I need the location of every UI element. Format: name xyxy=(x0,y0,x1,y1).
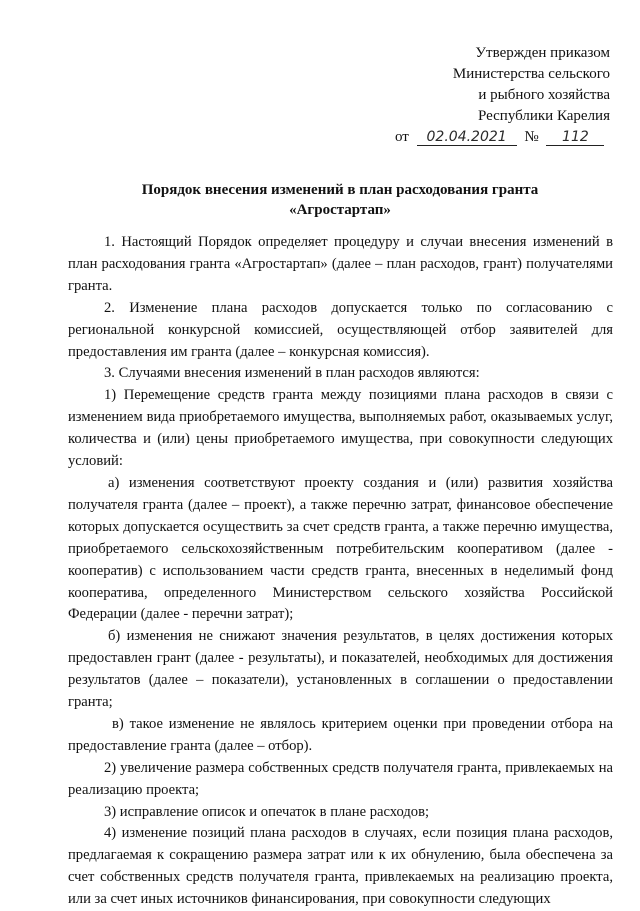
approval-stamp-block xyxy=(395,43,610,148)
approval-line: Министерства сельского xyxy=(452,66,610,82)
document-body xyxy=(68,232,613,911)
paragraph: а) изменения соответствуют проекту создания и (или) развития хозяйства получателя гранта (далее – проект), а также перечню затрат, финансовое обеспечение которых допускается осуществить за счет средств гранта, а также перечню имущества, приобретаемого сельскохозяйственным потребительским кооперативом (далее - кооператив) с использованием части средств гранта, внесенных в неделимый фонд кооператива, определенного Министерством сельского хозяйства Российской Федерации (далее - перечни затрат); xyxy=(68,474,613,623)
number-label: № xyxy=(524,129,539,145)
paragraph: 2. Изменение плана расходов допускается только по согласованию с региональной конкурсной комиссией, осуществляющей отбор заявителей для предоставления им гранта (далее – конкурсная комиссия). xyxy=(68,299,613,360)
paragraph: 2) увеличение размера собственных средств получателя гранта, привлекаемых на реализацию проекта; xyxy=(68,759,613,798)
approval-line: и рыбного хозяйства xyxy=(478,87,610,103)
approval-line: Утвержден приказом xyxy=(475,45,610,61)
paragraph: 4) изменение позиций плана расходов в случаях, если позиция плана расходов, предлагаемая к сокращению размера затрат или к их обнулению, была обеспечена за счет собственных средств получателя гранта, привлекаемых на реализацию проекта, или за счет иных источников финансирования, при совокупности следующих xyxy=(68,825,613,908)
from-label: от xyxy=(395,129,409,145)
title-line-1: Порядок внесения изменений в план расходования гранта xyxy=(141,182,539,198)
document-title xyxy=(60,180,620,220)
paragraph: 1) Перемещение средств гранта между позициями плана расходов в связи с изменением вида приобретаемого имущества, выполняемых работ, оказываемых услуг, количества и (или) цены приобретаемого имущества, при совокупности следующих условий: xyxy=(68,387,613,470)
title-line-2: «Агростартап» xyxy=(289,202,391,218)
paragraph: б) изменения не снижают значения результатов, в целях достижения которых предоставлен грант (далее - результаты), и показателей, необходимых для достижения результатов (далее – показатели), установленных в соглашении о предоставлении гранта; xyxy=(68,628,613,711)
paragraph: 3. Случаями внесения изменений в план расходов являются: xyxy=(104,365,480,382)
paragraph: 1. Настоящий Порядок определяет процедуру и случаи внесения изменений в план расходования гранта «Агростартап» (далее – план расходов, грант) получателями гранта. xyxy=(68,234,613,294)
paragraph: в) такое изменение не являлось критерием оценки при проведении отбора на предоставление гранта (далее – отбор). xyxy=(68,715,613,754)
paragraph: 3) исправление описок и опечаток в плане расходов; xyxy=(104,803,430,820)
handwritten-date: 02.04.2021 xyxy=(417,129,517,146)
order-date-number-line xyxy=(395,127,610,148)
handwritten-number: 112 xyxy=(546,129,604,146)
approval-line: Республики Карелия xyxy=(477,108,610,124)
